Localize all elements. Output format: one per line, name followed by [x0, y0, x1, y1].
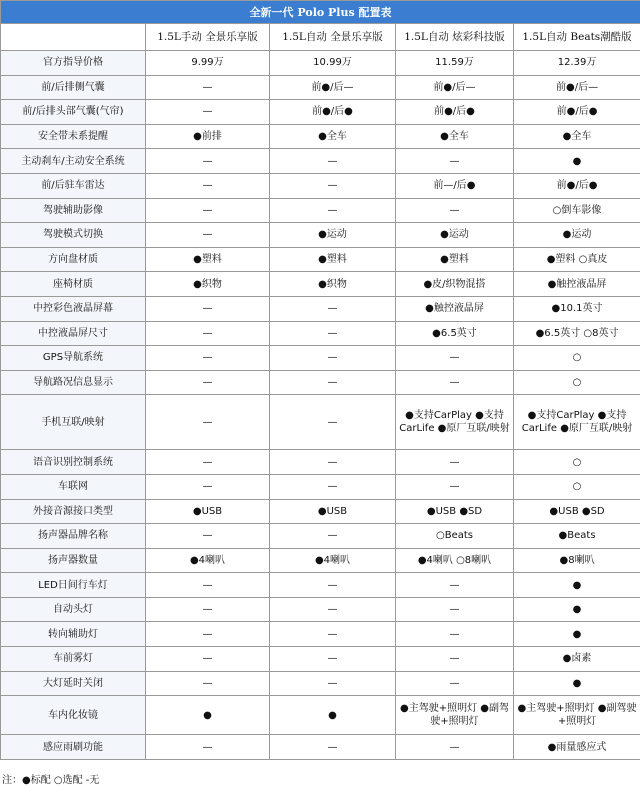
table-cell: 11.59万: [396, 51, 514, 76]
table-cell: —: [146, 450, 270, 475]
table-cell: 10.99万: [270, 51, 396, 76]
table-cell: —: [146, 75, 270, 100]
table-cell: ●塑料: [396, 247, 514, 272]
table-cell: —: [146, 474, 270, 499]
table-cell: 前●/后●: [270, 100, 396, 125]
table-cell: —: [270, 173, 396, 198]
table-cell: —: [146, 198, 270, 223]
table-cell: —: [146, 597, 270, 622]
table-row: [1, 51, 640, 76]
table-cell: ●运动: [514, 223, 640, 248]
table-cell: —: [146, 524, 270, 549]
header-cell: 1.5L自动 炫彩科技版: [396, 24, 514, 51]
table-cell: —: [270, 524, 396, 549]
table-row: [1, 223, 640, 248]
table-cell: —: [270, 321, 396, 346]
table-cell: —: [146, 296, 270, 321]
table-cell: ●织物: [270, 272, 396, 297]
table-cell: —: [396, 198, 514, 223]
table-cell: —: [270, 647, 396, 672]
table-cell: —: [146, 223, 270, 248]
table-cell: ○: [514, 450, 640, 475]
table-cell: —: [146, 370, 270, 395]
row-label: 感应雨刷功能: [1, 735, 146, 760]
table-cell: —: [270, 597, 396, 622]
row-label: 中控液晶屏尺寸: [1, 321, 146, 346]
table-cell: —: [270, 450, 396, 475]
header-cell: [1, 24, 146, 51]
table-cell: 前●/后●: [514, 100, 640, 125]
table-row: [1, 474, 640, 499]
table-cell: ●USB: [146, 499, 270, 524]
table-cell: —: [396, 597, 514, 622]
table-cell: ●: [514, 671, 640, 696]
row-label: 前/后排头部气囊(气帘): [1, 100, 146, 125]
table-row: [1, 247, 640, 272]
table-cell: —: [146, 735, 270, 760]
table-cell: ●塑料 ○真皮: [514, 247, 640, 272]
table-cell: ●塑料: [146, 247, 270, 272]
row-label: 中控彩色液晶屏幕: [1, 296, 146, 321]
table-cell: ●全车: [396, 124, 514, 149]
table-cell: ●: [270, 696, 396, 735]
table-cell: ●8喇叭: [514, 548, 640, 573]
table-cell: —: [146, 647, 270, 672]
table-cell: ●全车: [270, 124, 396, 149]
table-cell: ●: [514, 573, 640, 598]
table-cell: 前●/后●: [396, 100, 514, 125]
table-cell: ●: [514, 597, 640, 622]
table-cell: ●织物: [146, 272, 270, 297]
row-label: 外接音源接口类型: [1, 499, 146, 524]
table-row: [1, 524, 640, 549]
table-cell: 前●/后●: [514, 173, 640, 198]
row-label: 自动头灯: [1, 597, 146, 622]
row-label: 车内化妆镜: [1, 696, 146, 735]
table-cell: —: [270, 346, 396, 371]
table-cell: —: [146, 346, 270, 371]
table-row: [1, 346, 640, 371]
table-cell: ○: [514, 370, 640, 395]
table-cell: ●6.5英寸: [396, 321, 514, 346]
row-label: 手机互联/映射: [1, 395, 146, 450]
table-cell: ●运动: [270, 223, 396, 248]
table-cell: ●支持CarPlay ●支持CarLife ●原厂互联/映射: [396, 395, 514, 450]
table-cell: —: [146, 573, 270, 598]
row-label: GPS导航系统: [1, 346, 146, 371]
table-row: [1, 321, 640, 346]
table-row: [1, 597, 640, 622]
row-label: 座椅材质: [1, 272, 146, 297]
table-cell: —: [396, 370, 514, 395]
table-cell: ●10.1英寸: [514, 296, 640, 321]
table-row: [1, 735, 640, 760]
row-label: 主动刹车/主动安全系统: [1, 149, 146, 174]
table-cell: —: [146, 100, 270, 125]
table-cell: ○Beats: [396, 524, 514, 549]
table-cell: —: [146, 395, 270, 450]
row-label: 车前雾灯: [1, 647, 146, 672]
table-cell: ●USB ●SD: [396, 499, 514, 524]
header-cell: 1.5L自动 全景乐享版: [270, 24, 396, 51]
table-row: [1, 198, 640, 223]
table-cell: —: [270, 735, 396, 760]
table-cell: —: [270, 622, 396, 647]
row-label: 导航路况信息显示: [1, 370, 146, 395]
row-label: 前/后排侧气囊: [1, 75, 146, 100]
row-label: 方向盘材质: [1, 247, 146, 272]
table-cell: ●6.5英寸 ○8英寸: [514, 321, 640, 346]
row-label: 车联网: [1, 474, 146, 499]
table-cell: —: [396, 450, 514, 475]
table-cell: —: [270, 395, 396, 450]
table-title: 全新一代 Polo Plus 配置表: [1, 1, 640, 24]
table-row: [1, 499, 640, 524]
table-row: [1, 548, 640, 573]
table-cell: —: [396, 149, 514, 174]
table-row: [1, 149, 640, 174]
table-cell: ●全车: [514, 124, 640, 149]
row-label: LED日间行车灯: [1, 573, 146, 598]
table-cell: —: [396, 573, 514, 598]
table-row: [1, 450, 640, 475]
table-cell: —: [270, 474, 396, 499]
row-label: 扬声器数量: [1, 548, 146, 573]
table-cell: ●USB ●SD: [514, 499, 640, 524]
table-cell: —: [396, 622, 514, 647]
table-cell: 9.99万: [146, 51, 270, 76]
legend-note: 注：●标配 ○选配 -无: [2, 771, 99, 786]
table-cell: ●Beats: [514, 524, 640, 549]
table-cell: ●触控液晶屏: [514, 272, 640, 297]
table-row: [1, 573, 640, 598]
table-row: [1, 296, 640, 321]
row-label: 驾驶模式切换: [1, 223, 146, 248]
table-cell: —: [270, 573, 396, 598]
row-label: 语音识别控制系统: [1, 450, 146, 475]
table-cell: ●运动: [396, 223, 514, 248]
table-cell: ○倒车影像: [514, 198, 640, 223]
table-cell: ●雨量感应式: [514, 735, 640, 760]
row-label: 前/后驻车雷达: [1, 173, 146, 198]
row-label: 安全带未系提醒: [1, 124, 146, 149]
table-row: [1, 395, 640, 450]
table-cell: ●4喇叭: [270, 548, 396, 573]
table-row: [1, 124, 640, 149]
table-cell: 前—/后●: [396, 173, 514, 198]
table-cell: ●主驾驶+照明灯 ●副驾驶+照明灯: [396, 696, 514, 735]
table-cell: —: [396, 735, 514, 760]
table-row: [1, 370, 640, 395]
table-cell: —: [146, 622, 270, 647]
table-cell: —: [396, 346, 514, 371]
table-cell: —: [270, 296, 396, 321]
row-label: 扬声器品牌名称: [1, 524, 146, 549]
header-row: [1, 24, 640, 51]
table-cell: ●塑料: [270, 247, 396, 272]
table-cell: ●4喇叭: [146, 548, 270, 573]
row-label: 大灯延时关闭: [1, 671, 146, 696]
table-row: [1, 671, 640, 696]
table-cell: —: [396, 474, 514, 499]
table-row: [1, 647, 640, 672]
table-cell: ○: [514, 474, 640, 499]
table-cell: ●主驾驶+照明灯 ●副驾驶+照明灯: [514, 696, 640, 735]
table-cell: —: [146, 671, 270, 696]
table-cell: —: [146, 321, 270, 346]
table-cell: —: [396, 647, 514, 672]
table-cell: ●触控液晶屏: [396, 296, 514, 321]
table-cell: —: [146, 149, 270, 174]
table-cell: ●卤素: [514, 647, 640, 672]
row-label: 驾驶辅助影像: [1, 198, 146, 223]
table-cell: ○: [514, 346, 640, 371]
table-cell: —: [146, 173, 270, 198]
title-row: [1, 1, 640, 24]
row-label: 转向辅助灯: [1, 622, 146, 647]
table-row: [1, 272, 640, 297]
table-cell: 前●/后—: [396, 75, 514, 100]
header-cell: 1.5L手动 全景乐享版: [146, 24, 270, 51]
table-row: [1, 696, 640, 735]
table-cell: ●前排: [146, 124, 270, 149]
row-label: 官方指导价格: [1, 51, 146, 76]
table-cell: 12.39万: [514, 51, 640, 76]
table-cell: —: [270, 198, 396, 223]
table-cell: ●皮/织物混搭: [396, 272, 514, 297]
table-row: [1, 173, 640, 198]
table-cell: ●支持CarPlay ●支持CarLife ●原厂互联/映射: [514, 395, 640, 450]
header-cell: 1.5L自动 Beats潮酷版: [514, 24, 640, 51]
table-cell: 前●/后—: [514, 75, 640, 100]
table-cell: ●: [514, 149, 640, 174]
table-row: [1, 100, 640, 125]
table-cell: ●4喇叭 ○8喇叭: [396, 548, 514, 573]
table-cell: —: [396, 671, 514, 696]
table-cell: ●USB: [270, 499, 396, 524]
table-cell: ●: [514, 622, 640, 647]
table-cell: ●: [146, 696, 270, 735]
table-cell: —: [270, 370, 396, 395]
table-cell: 前●/后—: [270, 75, 396, 100]
table-row: [1, 75, 640, 100]
table-cell: —: [270, 671, 396, 696]
table-row: [1, 622, 640, 647]
table-cell: —: [270, 149, 396, 174]
